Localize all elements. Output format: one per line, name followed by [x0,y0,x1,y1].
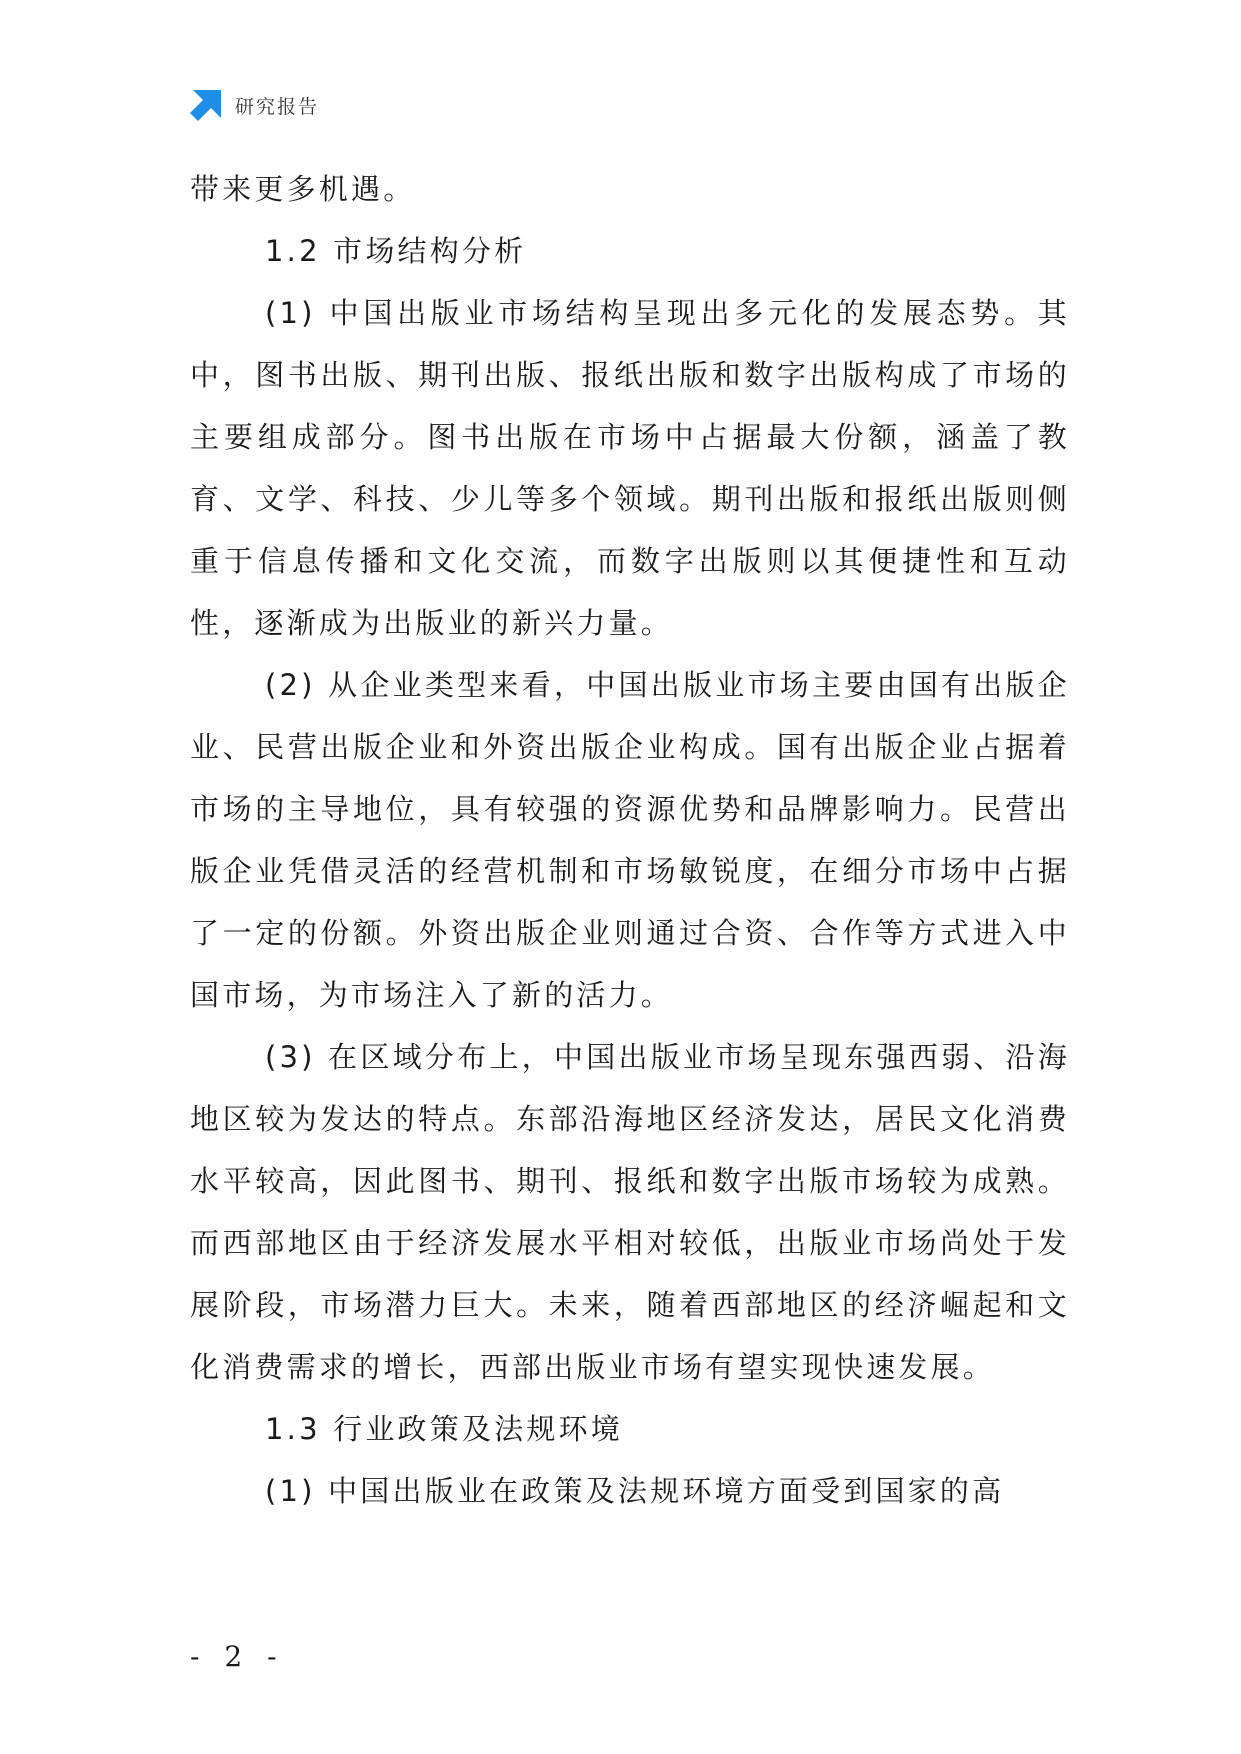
section-heading-1-2: 1.2 市场结构分析 [265,234,527,268]
header-title: 研究报告 [235,95,320,118]
arrow-up-right-icon [189,88,223,122]
section-heading-1-3: 1.3 行业政策及法规环境 [265,1412,623,1446]
paragraph-1-2-1: (1) 中国出版业市场结构呈现出多元化的发展态势。其中，图书出版、期刊出版、报纸出版和数字出版构成了市场的主要组成部分。图书出版在市场中占据最大份额，涵盖了教育、文学、科技、少儿等多个领域。期刊出版和报纸出版则侧重于信息传播和文化交流，而数字出版则以其便捷性和互动性，逐渐成为出版业的新兴力量。 [190,296,1070,640]
report-header [189,88,319,122]
document-body [190,158,1070,1522]
paragraph-1-2-2: (2) 从企业类型来看，中国出版业市场主要由国有出版企业、民营出版企业和外资出版企业构成。国有出版企业占据着市场的主导地位，具有较强的资源优势和品牌影响力。民营出版企业凭借灵活的经营机制和市场敏锐度，在细分市场中占据了一定的份额。外资出版企业则通过合资、合作等方式进入中国市场，为市场注入了新的活力。 [190,668,1070,1012]
paragraph-1-3-1: (1) 中国出版业在政策及法规环境方面受到国家的高 [265,1474,1005,1508]
page-number: - 2 - [190,1640,285,1673]
intro-tail-paragraph: 带来更多机遇。 [190,172,416,206]
paragraph-1-2-3: (3) 在区域分布上，中国出版业市场呈现东强西弱、沿海地区较为发达的特点。东部沿海地区经济发达，居民文化消费水平较高，因此图书、期刊、报纸和数字出版市场较为成熟。而西部地区由于经济发展水平相对较低，出版业市场尚处于发展阶段，市场潜力巨大。未来，随着西部地区的经济崛起和文化消费需求的增长，西部出版业市场有望实现快速发展。 [190,1040,1070,1384]
